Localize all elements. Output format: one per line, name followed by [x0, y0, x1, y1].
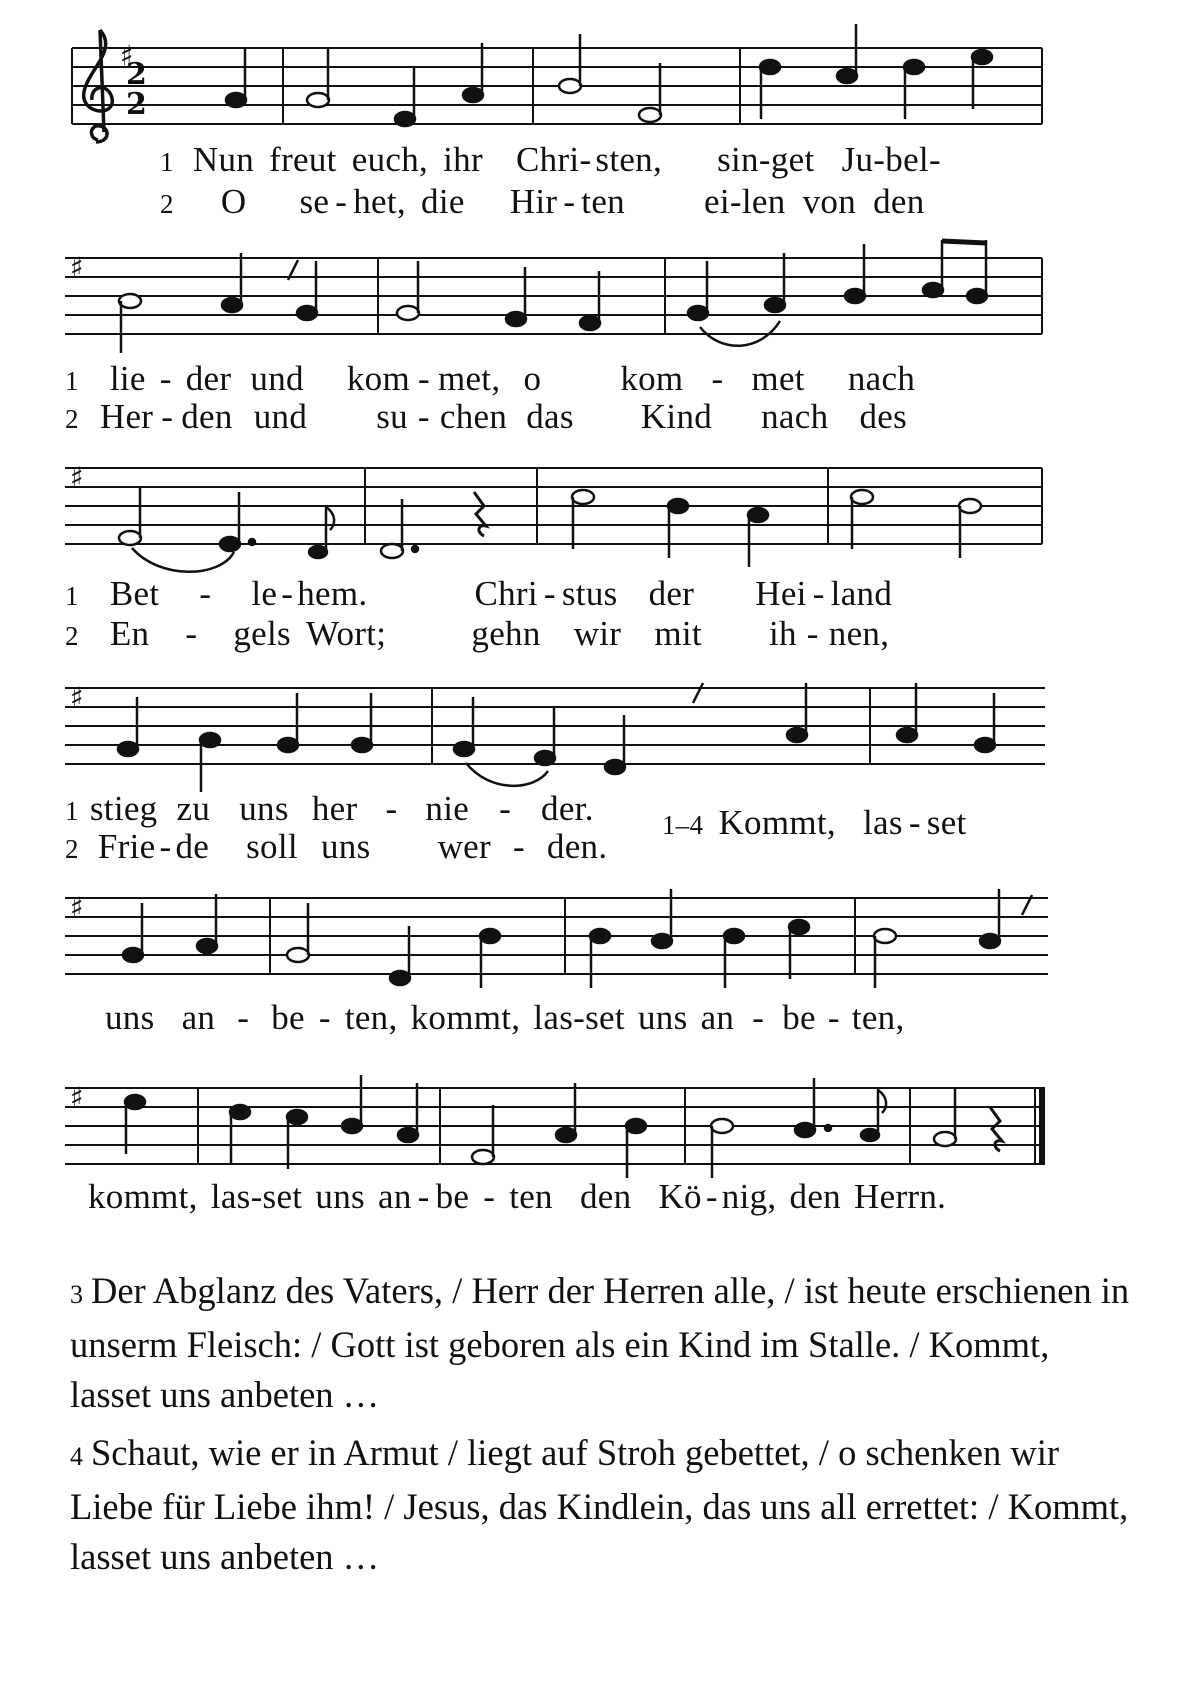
music-system-1 [0, 0, 1190, 240]
time-signature: 2 [126, 57, 147, 92]
lyrics-refrain: uns an - be - ten, kommt, las-set uns an - be - ten, [105, 998, 905, 1037]
lyrics-verse-2: 2 Her - den und su - chen das Kind nach des [65, 397, 908, 436]
stanza-text: Der Abglanz des Vaters, / Herr der Herren alle, / ist heute erschienen in unserm Fleisch: / Gott ist geboren als ein Kind im Stalle. / Kommt, lasset uns anbeten … [70, 1270, 1130, 1415]
lyrics-refrain-intro: 1–4 Kommt, las - set [662, 803, 967, 842]
staff-6 [0, 1075, 1190, 1250]
svg-text:♯: ♯ [70, 461, 84, 494]
stanza-number: 4 [70, 1442, 83, 1471]
svg-text:♯: ♯ [70, 1081, 84, 1114]
lyrics-verse-2: 2 Frie - de soll uns wer - den. [65, 827, 608, 866]
stanza-4 [70, 1428, 1130, 1582]
music-system-2 [0, 235, 1190, 450]
stanza-text: Schaut, wie er in Armut / liegt auf Stroh gebettet, / o schenken wir Liebe für Liebe ihm! / Jesus, das Kindlein, das uns all errettet: / Kommt, lasset uns anbeten … [70, 1432, 1129, 1577]
svg-text:♯: ♯ [70, 891, 84, 924]
music-system-4 [0, 665, 1190, 875]
lyrics-verse-1: 1 Nun freut euch, ihr Chri- sten, sin-get Ju-bel- [160, 140, 941, 179]
svg-text:♯: ♯ [70, 251, 84, 284]
lyrics-refrain: kommt, las-set uns an - be - ten den Kö - nig, den Herrn. [88, 1177, 947, 1216]
lyrics-verse-2: 2 O se - het, die Hir - ten ei-len von den [160, 182, 925, 221]
music-system-6 [0, 1075, 1190, 1250]
stanza-number: 3 [70, 1280, 83, 1309]
music-system-3 [0, 450, 1190, 660]
lyrics-verse-1: 1 Bet - le - hem. Chri - stus der Hei - land [65, 574, 893, 613]
key-signature-sharp: ♯ [120, 39, 134, 72]
svg-text:2: 2 [126, 87, 147, 122]
lyrics-verse-2: 2 En - gels Wort; gehn wir mit ih - nen, [65, 614, 890, 653]
stanza-3 [70, 1266, 1130, 1420]
music-system-5 [0, 880, 1190, 1065]
lyrics-verse-1: 1 lie - der und kom - met, o kom - met nach [65, 359, 916, 398]
lyrics-verse-1: 1 stieg zu uns her - nie - der. [65, 789, 594, 828]
svg-text:♯: ♯ [70, 681, 84, 714]
